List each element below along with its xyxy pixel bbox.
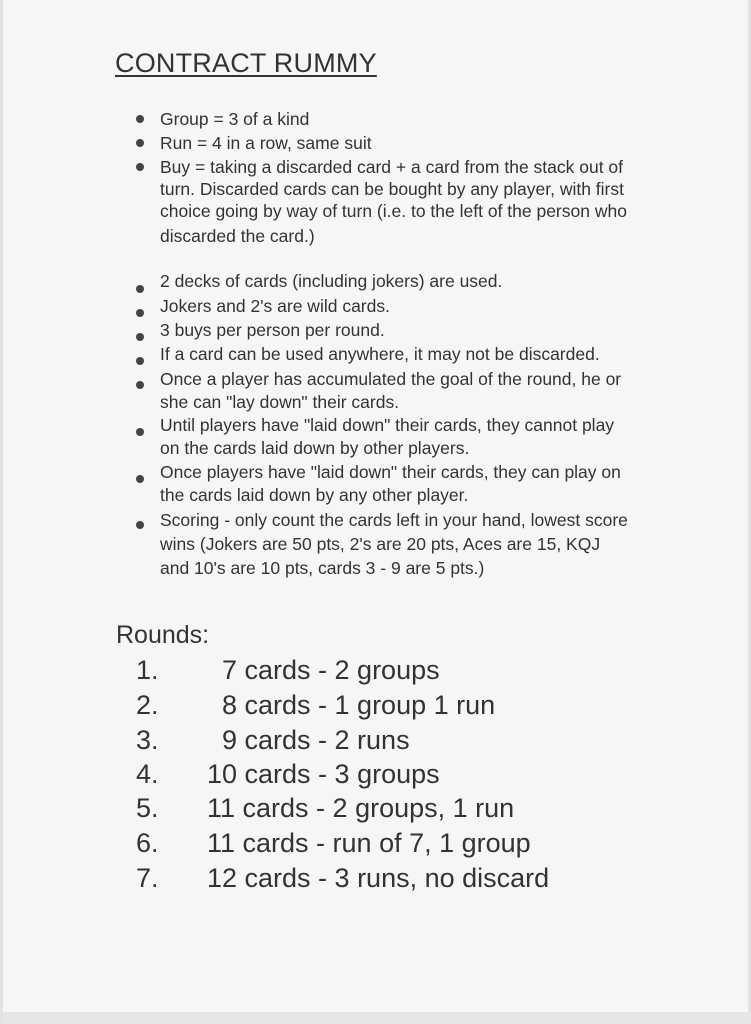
- round-description: 11 cards - run of 7, 1 group: [207, 828, 531, 858]
- definition-run: Run = 4 in a row, same suit: [160, 133, 372, 153]
- round-number: 4.: [136, 759, 159, 789]
- rule-item: Once players have "laid down" their cards, they can play on: [160, 462, 621, 482]
- rule-item: Once a player has accumulated the goal of the round, he or: [160, 369, 622, 389]
- page-edge: [3, 1012, 751, 1024]
- round-number: 3.: [136, 725, 159, 755]
- round-number: 1.: [136, 655, 159, 685]
- bullet-icon: [136, 428, 144, 436]
- round-description: 11 cards - 2 groups, 1 run: [207, 793, 515, 823]
- round-description: 7 cards - 2 groups: [222, 655, 440, 685]
- rule-scoring: wins (Jokers are 50 pts, 2's are 20 pts, Aces are 15, KQJ: [160, 534, 601, 554]
- rule-item: the cards laid down by any other player.: [160, 485, 469, 505]
- bullet-icon: [136, 285, 144, 293]
- round-number: 5.: [136, 793, 159, 823]
- rule-item: If a card can be used anywhere, it may not be discarded.: [160, 344, 600, 364]
- page-title: CONTRACT RUMMY: [115, 48, 377, 78]
- rule-scoring: Scoring - only count the cards left in your hand, lowest score: [160, 510, 628, 530]
- rounds-heading: Rounds:: [116, 621, 210, 649]
- round-description: 9 cards - 2 runs: [222, 725, 410, 755]
- rule-item: 2 decks of cards (including jokers) are used.: [160, 271, 503, 291]
- definition-buy: choice going by way of turn (i.e. to the left of the person who: [160, 201, 627, 221]
- definition-buy: discarded the card.): [160, 226, 315, 246]
- rule-item: Until players have "laid down" their cards, they cannot play: [160, 415, 615, 435]
- round-description: 10 cards - 3 groups: [207, 759, 440, 789]
- rule-item: she can "lay down" their cards.: [160, 392, 400, 412]
- bullet-icon: [136, 521, 144, 529]
- round-number: 6.: [136, 828, 159, 858]
- definition-buy: Buy = taking a discarded card + a card from the stack out of: [160, 157, 624, 177]
- rule-item: Jokers and 2's are wild cards.: [160, 296, 390, 316]
- definition-buy: turn. Discarded cards can be bought by any player, with first: [160, 179, 624, 199]
- rule-scoring: and 10's are 10 pts, cards 3 - 9 are 5 pts.): [160, 558, 485, 578]
- rule-item: on the cards laid down by other players.: [160, 438, 470, 458]
- round-number: 7.: [136, 863, 159, 893]
- bullet-icon: [136, 475, 144, 483]
- bullet-icon: [136, 381, 144, 389]
- rule-item: 3 buys per person per round.: [160, 320, 385, 340]
- round-number: 2.: [136, 690, 159, 720]
- round-description: 12 cards - 3 runs, no discard: [207, 863, 550, 893]
- bullet-icon: [136, 309, 144, 317]
- bullet-icon: [136, 139, 144, 147]
- bullet-icon: [136, 163, 144, 171]
- bullet-icon: [136, 357, 144, 365]
- bullet-icon: [136, 333, 144, 341]
- bullet-icon: [136, 115, 144, 123]
- round-description: 8 cards - 1 group 1 run: [222, 690, 496, 720]
- definition-group: Group = 3 of a kind: [160, 109, 310, 129]
